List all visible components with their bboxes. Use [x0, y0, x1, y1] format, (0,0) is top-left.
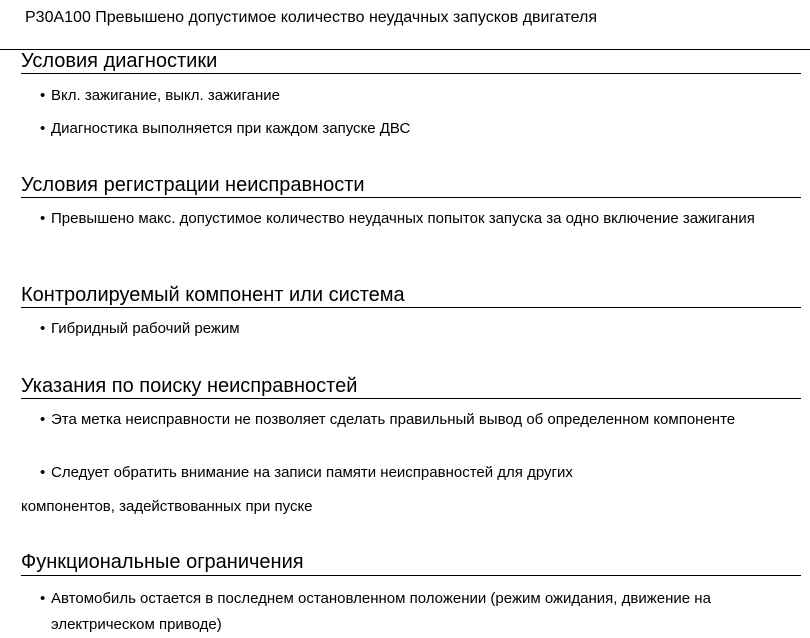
- list-item-text: Эта метка неисправности не позволяет сделать правильный вывод об определенном компоненте: [51, 411, 736, 428]
- bullet-icon: •: [40, 120, 46, 137]
- section-heading-troubleshooting-notes: Указания по поиску неисправностей: [21, 375, 358, 397]
- list-item-text: Вкл. зажигание, выкл. зажигание: [51, 87, 280, 104]
- section-divider: [21, 197, 801, 198]
- list-item: [40, 407, 800, 433]
- list-item-text: Гибридный рабочий режим: [51, 320, 240, 337]
- list-item-text: Диагностика выполняется при каждом запуске ДВС: [51, 120, 411, 137]
- section-heading-diagnostic-conditions: Условия диагностики: [21, 50, 218, 72]
- page-title: P30A100 Превышено допустимое количество неудачных запусков двигателя: [25, 9, 598, 26]
- bullet-icon: •: [40, 411, 46, 428]
- section-heading-functional-limitations: Функциональные ограничения: [21, 551, 304, 573]
- list-item: [40, 116, 800, 142]
- list-item-text: Превышено макс. допустимое количество неудачных попыток запуска за одно включение зажигания: [51, 210, 755, 227]
- list-item: [40, 316, 800, 342]
- section-divider: [21, 73, 801, 74]
- continuation-text: компонентов, задействованных при пуске: [21, 498, 313, 515]
- bullet-icon: •: [40, 210, 46, 227]
- bullet-icon: •: [40, 87, 46, 104]
- list-item: [40, 206, 800, 232]
- list-item-text: Автомобиль остается в последнем остановленном положении (режим ожидания, движение на электрическом приводе): [51, 590, 711, 633]
- section-heading-fault-registration-conditions: Условия регистрации неисправности: [21, 174, 365, 196]
- list-item: [40, 586, 800, 638]
- bullet-icon: •: [40, 464, 46, 481]
- list-item: [40, 83, 800, 109]
- section-heading-monitored-component: Контролируемый компонент или система: [21, 284, 405, 306]
- section-divider: [21, 575, 801, 576]
- bullet-icon: •: [40, 590, 46, 607]
- section-divider: [21, 307, 801, 308]
- bullet-icon: •: [40, 320, 46, 337]
- section-divider: [21, 398, 801, 399]
- list-item: [40, 460, 800, 486]
- list-item-text: Следует обратить внимание на записи памяти неисправностей для других: [51, 464, 573, 481]
